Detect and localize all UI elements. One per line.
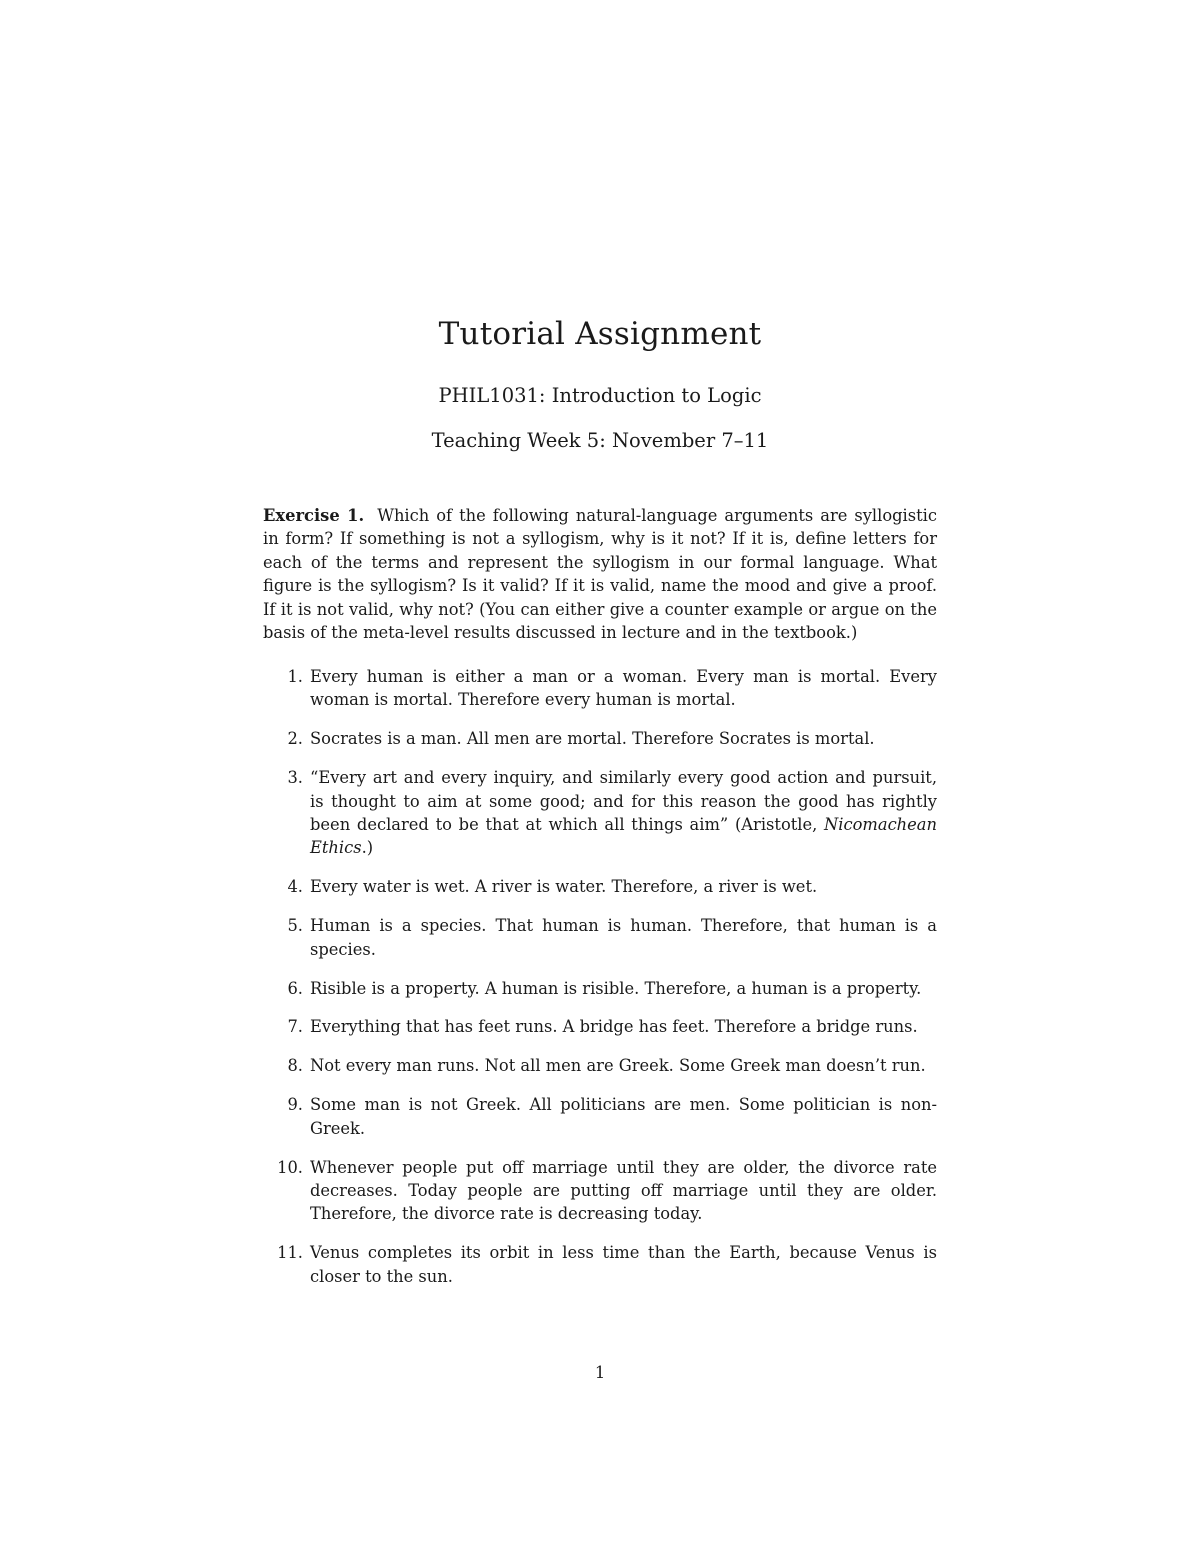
item-text: Not every man runs. Not all men are Greek. Some Greek man doesn’t run. — [310, 1056, 926, 1076]
list-item — [263, 914, 937, 961]
item-text: Every water is wet. A river is water. Therefore, a river is wet. — [310, 877, 818, 897]
item-text-italic: Nicomachean Ethics — [310, 815, 937, 858]
item-text: “Every art and every inquiry, and similarly every good action and pursuit, is thought to aim at some good; and for this reason the good has rightly been declared to be that at which all things aim” (Aristotle, — [310, 768, 937, 835]
item-number: 4. — [287, 877, 303, 897]
item-number: 7. — [287, 1017, 303, 1037]
item-text: Everything that has feet runs. A bridge has feet. Therefore a bridge runs. — [310, 1017, 918, 1037]
course-subtitle: PHIL1031: Introduction to Logic — [438, 384, 762, 407]
exercise-label: Exercise 1. — [263, 506, 365, 525]
list-item — [263, 1015, 937, 1038]
item-text: Whenever people put off marriage until they are older, the divorce rate decreases. Today people are putting off marriage until they are older. Therefore, the divorce rate is decreasing today. — [310, 1157, 937, 1224]
item-number: 2. — [287, 729, 303, 749]
item-number: 9. — [287, 1095, 303, 1115]
list-item — [263, 875, 937, 898]
list-item — [263, 1241, 937, 1288]
item-text: Risible is a property. A human is risible. Therefore, a human is a property. — [310, 978, 922, 998]
item-number: 8. — [287, 1056, 303, 1076]
item-number: 5. — [287, 916, 303, 936]
item-text: Human is a species. That human is human. Therefore, that human is a species. — [310, 916, 937, 959]
item-text: Some man is not Greek. All politicians are men. Some politician is non-Greek. — [310, 1095, 937, 1138]
item-number: 1. — [287, 667, 303, 686]
document-title: Tutorial Assignment — [438, 316, 762, 352]
item-text: Every human is either a man or a woman. Every man is mortal. Every woman is mortal. Therefore every human is mortal. — [310, 667, 937, 710]
list-item — [263, 1156, 937, 1226]
argument-list — [263, 665, 937, 1304]
item-number: 3. — [287, 768, 303, 788]
exercise-text: Which of the following natural-language arguments are syllogistic in form? If something is not a syllogism, why is it not? If it is, define letters for each of the terms and represent the syllogism in our formal language. What figure is the syllogism? Is it valid? If it is valid, name the mood and give a proof. If it is not valid, why not? (You can either give a counter example or argue on the basis of the meta-level results discussed in lecture and in the textbook.) — [263, 506, 937, 643]
item-text: Socrates is a man. All men are mortal. Therefore Socrates is mortal. — [310, 729, 875, 749]
item-text-after: .) — [361, 838, 374, 858]
list-item — [263, 1054, 937, 1077]
item-text: Venus completes its orbit in less time than the Earth, because Venus is closer to the sun. — [310, 1243, 937, 1286]
week-subtitle: Teaching Week 5: November 7–11 — [431, 429, 769, 452]
item-number: 10. — [277, 1157, 303, 1177]
page-number: 1 — [594, 1363, 606, 1382]
list-item — [263, 977, 937, 1000]
list-item — [263, 766, 937, 860]
item-number: 6. — [287, 978, 303, 998]
item-number: 11. — [277, 1243, 303, 1263]
list-item — [263, 665, 937, 712]
exercise-intro — [263, 504, 937, 644]
list-item — [263, 727, 937, 750]
list-item — [263, 1093, 937, 1140]
